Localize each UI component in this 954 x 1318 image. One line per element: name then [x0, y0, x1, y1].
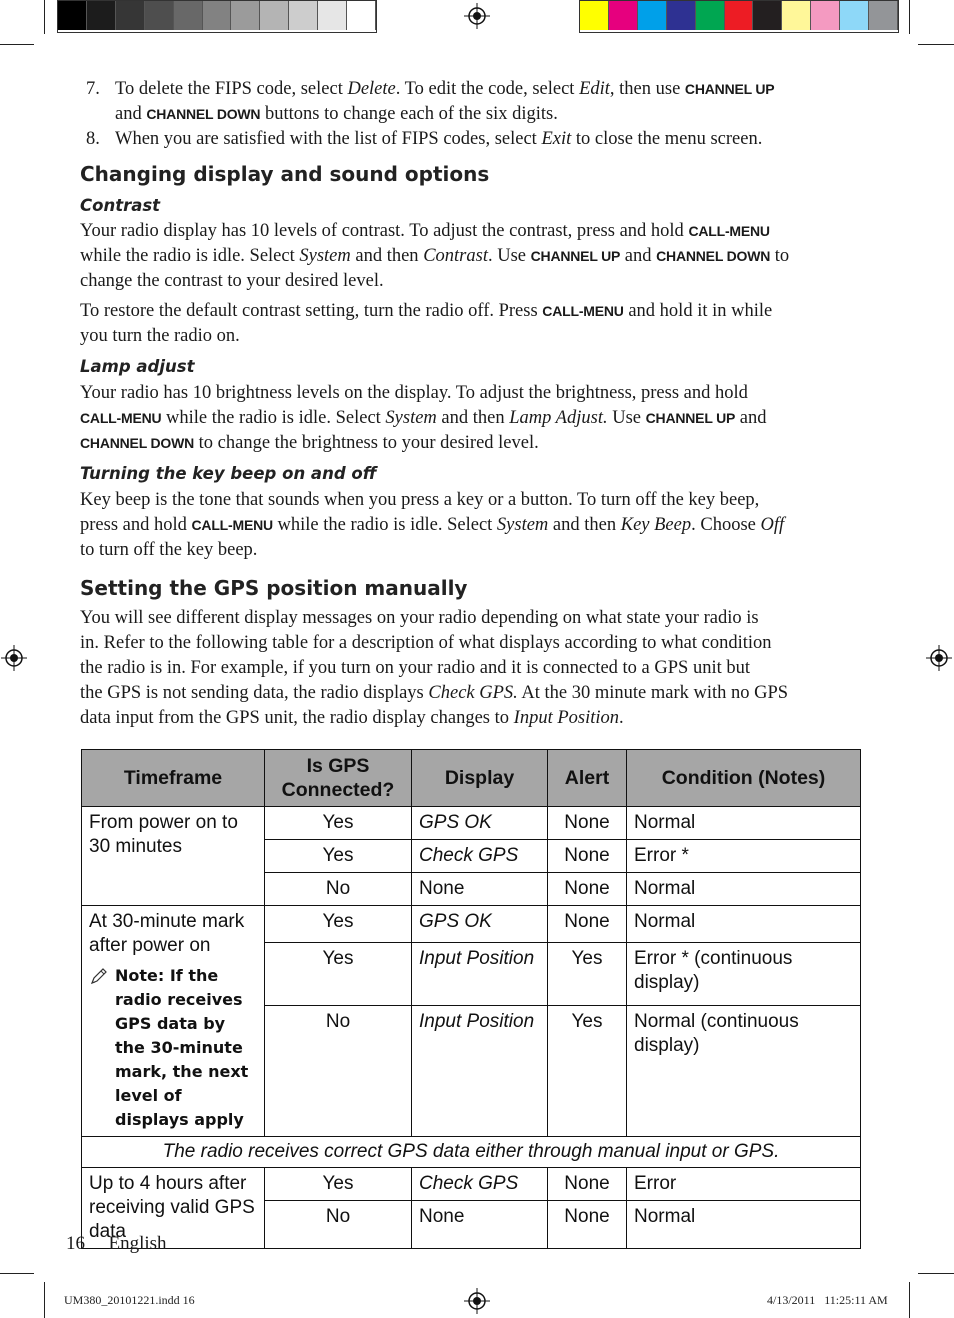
gps-intro-paragraph: You will see different display messages on your radio depending on what state your radio is in. Refer to the following table for a description of what displays according to what condition the radio is in. For example, if you turn on your radio and it is connected to a GPS unit but the GPS is not sending data, the radio displays Check GPS. At the 30 minute mark with no GPS data input from the GPS unit, the radio display changes to Input Position.	[80, 608, 789, 728]
color-swatch	[318, 1, 347, 30]
connected-cell: Yes	[265, 1168, 412, 1201]
column-header: Display	[412, 750, 548, 807]
display-cell: None	[412, 1201, 548, 1249]
alert-cell: None	[548, 1168, 627, 1201]
display-cell: Input Position	[412, 942, 548, 1005]
display-cell: Input Position	[412, 1005, 548, 1136]
gps-received-note: The radio receives correct GPS data either through manual input or GPS.	[82, 1137, 861, 1168]
lamp-paragraph: Your radio has 10 brightness levels on the display. To adjust the brightness, press and hold CALL-MENU while the radio is idle. Select System and then Lamp Adjust. Use CHANNEL UP and CHANNEL DOWN to change the brightness to your desired level.	[80, 383, 767, 453]
column-header: Timeframe	[82, 750, 265, 807]
page-footer	[66, 1233, 167, 1255]
timeframe-cell: From power on to 30 minutes	[82, 807, 265, 906]
color-swatch	[609, 1, 638, 30]
connected-cell: No	[265, 1201, 412, 1249]
gps-status-table	[81, 749, 861, 1249]
registration-mark-icon	[464, 3, 490, 29]
condition-cell: Normal	[627, 906, 861, 943]
alert-cell: None	[548, 906, 627, 943]
color-swatch	[203, 1, 232, 30]
step-text: When you are satisfied with the list of FIPS codes, select Exit to close the menu screen.	[115, 129, 763, 149]
color-swatch	[753, 1, 782, 30]
color-swatch	[580, 1, 609, 30]
color-swatch	[260, 1, 289, 30]
color-swatch	[58, 1, 87, 30]
color-swatch	[869, 1, 898, 30]
alert-cell: None	[548, 807, 627, 840]
timeframe-text: At 30-minute mark after power on	[89, 911, 245, 956]
color-swatch	[782, 1, 811, 30]
connected-cell: Yes	[265, 840, 412, 873]
color-swatch	[87, 1, 116, 30]
condition-cell: Normal	[627, 807, 861, 840]
step-text: To delete the FIPS code, select Delete. To edit the code, select Edit, then use CHANNEL UP and CHANNEL DOWN buttons to change each of the six digits.	[115, 79, 775, 124]
display-cell: Check GPS	[412, 1168, 548, 1201]
alert-cell: Yes	[548, 942, 627, 1005]
slug-filename: UM380_20101221.indd 16	[64, 1293, 195, 1307]
display-cell: GPS OK	[412, 906, 548, 943]
connected-cell: No	[265, 1005, 412, 1136]
connected-cell: Yes	[265, 807, 412, 840]
color-swatch	[289, 1, 318, 30]
condition-cell: Error	[627, 1168, 861, 1201]
timeframe-cell	[82, 906, 265, 1137]
condition-cell: Normal	[627, 1201, 861, 1249]
keybeep-paragraph: Key beep is the tone that sounds when you press a key or a button. To turn off the key beep, press and hold CALL-MENU while the radio is idle. Select System and then Key Beep. Choose Off to turn off the key beep.	[80, 490, 785, 560]
connected-cell: Yes	[265, 942, 412, 1005]
color-swatch	[347, 1, 376, 30]
note: Note: If the radio receives GPS data by the 30-minute mark, the next level of displays apply	[89, 964, 257, 1132]
page-number: 16	[66, 1233, 85, 1254]
display-cell: None	[412, 873, 548, 906]
table-header-row	[82, 750, 861, 807]
page-language: English	[108, 1233, 167, 1254]
section-heading: Setting the GPS position manually	[80, 576, 468, 600]
display-cell: GPS OK	[412, 807, 548, 840]
condition-cell: Error *	[627, 840, 861, 873]
color-swatch	[116, 1, 145, 30]
column-header: Is GPS Connected?	[265, 750, 412, 807]
color-swatch	[696, 1, 725, 30]
color-swatch	[638, 1, 667, 30]
color-swatch	[811, 1, 840, 30]
registration-mark-icon	[1, 645, 27, 671]
table-row	[82, 807, 861, 840]
color-bar	[579, 0, 899, 33]
column-header: Alert	[548, 750, 627, 807]
contrast-paragraph: Your radio display has 10 levels of contrast. To adjust the contrast, press and hold CALL-MENU while the radio is idle. Select System and then Contrast. Use CHANNEL UP and CHANNEL DOWN to change the contrast to your desired level.	[80, 221, 790, 291]
color-swatch	[231, 1, 260, 30]
alert-cell: Yes	[548, 1005, 627, 1136]
step-number: 8.	[86, 129, 100, 149]
slug-timestamp: 4/13/2011 11:25:11 AM	[767, 1293, 888, 1307]
timeframe-cell: Up to 4 hours after receiving valid GPS data	[82, 1168, 265, 1249]
alert-cell: None	[548, 873, 627, 906]
registration-mark-icon	[926, 645, 952, 671]
color-swatch	[174, 1, 203, 30]
section-heading: Changing display and sound options	[80, 162, 490, 186]
column-header: Condition (Notes)	[627, 750, 861, 807]
color-swatch	[145, 1, 174, 30]
connected-cell: No	[265, 873, 412, 906]
alert-cell: None	[548, 1201, 627, 1249]
condition-cell: Normal	[627, 873, 861, 906]
condition-cell: Error * (continuous display)	[627, 942, 861, 1005]
step-number: 7.	[86, 79, 100, 99]
condition-cell: Normal (continuous display)	[627, 1005, 861, 1136]
table-row	[82, 1168, 861, 1201]
connected-cell: Yes	[265, 906, 412, 943]
table-row	[82, 906, 861, 943]
subheading-lamp: Lamp adjust	[80, 357, 195, 376]
table-span-row	[82, 1137, 861, 1168]
alert-cell: None	[548, 840, 627, 873]
color-swatch	[667, 1, 696, 30]
color-swatch	[725, 1, 754, 30]
registration-mark-icon	[464, 1288, 490, 1314]
subheading-contrast: Contrast	[80, 196, 161, 215]
grayscale-bar	[57, 0, 377, 33]
color-swatch	[840, 1, 869, 30]
subheading-keybeep: Turning the key beep on and off	[80, 464, 377, 483]
pencil-note-icon	[89, 966, 109, 986]
contrast-restore-paragraph: To restore the default contrast setting, turn the radio off. Press CALL-MENU and hold it in while you turn the radio on.	[80, 301, 773, 346]
display-cell: Check GPS	[412, 840, 548, 873]
